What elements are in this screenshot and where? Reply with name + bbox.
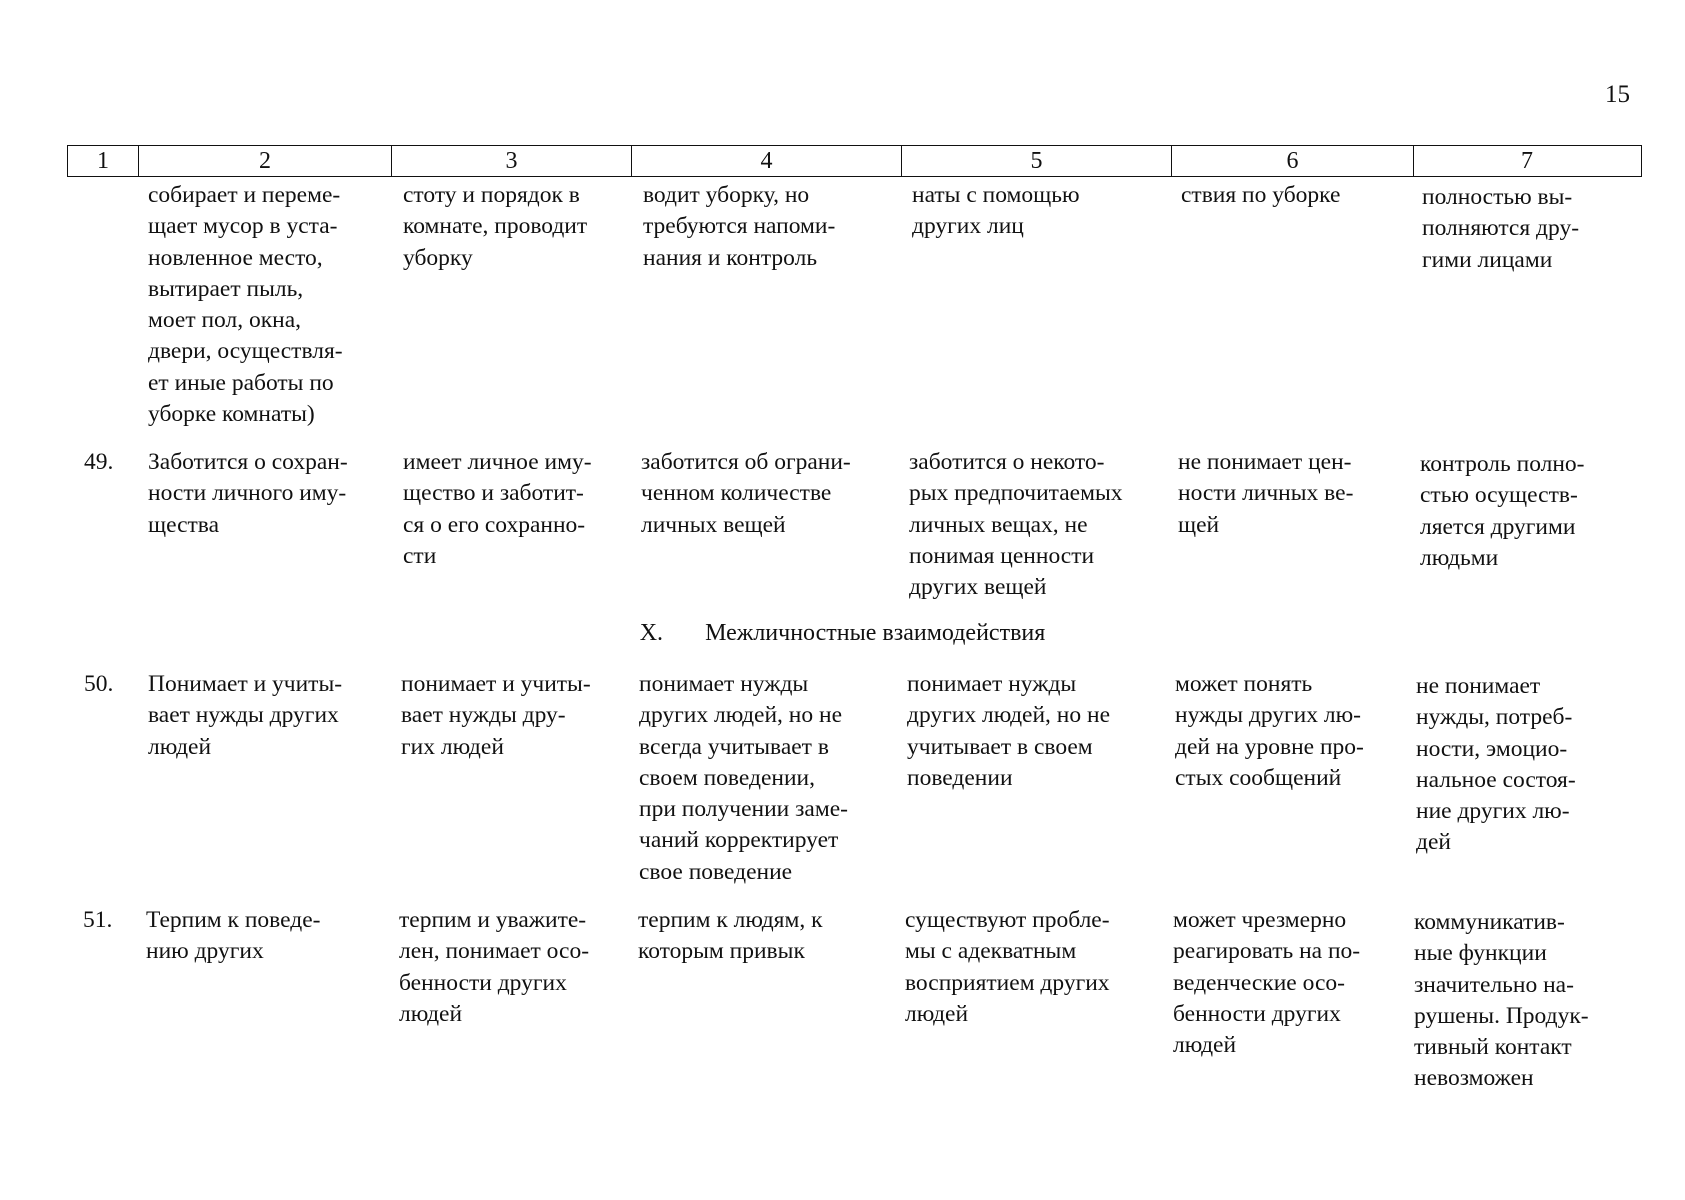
table-cell-col2: Заботится о сохран- ности личного иму- щества [148, 449, 348, 538]
table-cell-col2: Понимает и учиты- вает нужды других людей [148, 671, 343, 760]
header-cell-1: 1 [97, 148, 109, 174]
row-number: 51. [83, 907, 113, 933]
section-title: Межличностные взаимодействия [705, 620, 1046, 646]
header-cell-7: 7 [1413, 146, 1640, 176]
table-cell-col3: стоту и порядок в комнате, проводит уборку [403, 182, 588, 271]
table-cell-col6: не понимает цен- ности личных ве- щей [1178, 449, 1354, 538]
header-cell-6: 6 [1171, 146, 1413, 176]
table-cell-col4: заботится об ограни- ченном количестве личных вещей [641, 449, 851, 538]
page-number: 15 [1605, 81, 1630, 108]
table-cell-col5: существуют пробле- мы с адекватным восприятием других людей [905, 907, 1110, 1027]
section-number: X. [639, 620, 664, 646]
header-cell-3: 3 [391, 146, 631, 176]
table-cell-col5: заботится о некото- рых предпочитаемых личных вещах, не понимая ценности других вещей [909, 449, 1123, 601]
table-cell-col4: водит уборку, но требуются напоми- нания и контроль [643, 182, 836, 271]
table-cell-col2: Терпим к поведе- нию других [146, 907, 321, 965]
header-cell-2: 2 [138, 146, 391, 176]
table-cell-col6: может чрезмерно реагировать на по- веденческие осо- бенности других людей [1173, 907, 1361, 1059]
table-cell-col6: может понять нужды других лю- дей на уровне про- стых сообщений [1175, 671, 1364, 791]
table-cell-col2: собирает и переме- щает мусор в уста- новленное место, вытирает пыль, моет пол, окна, двери, осуществля- ет иные работы по уборке комнаты) [148, 182, 343, 428]
table-cell-col4: терпим к людям, к которым привык [638, 907, 823, 965]
table-cell-col4: понимает нужды других людей, но не всегда учитывает в своем поведении, при получении заме- чаний корректирует свое поведение [639, 671, 848, 885]
table-cell-col3: имеет личное иму- щество и заботит- ся о его сохранно- сти [403, 449, 592, 569]
header-cell-5: 5 [901, 146, 1171, 176]
table-cell-col7: контроль полно- стью осуществ- ляется другими людьми [1420, 451, 1585, 571]
table-cell-col5: наты с помощью других лиц [912, 182, 1080, 240]
table-cell-col5: понимает нужды других людей, но не учитывает в своем поведении [907, 671, 1110, 791]
table-cell-col7: коммуникатив- ные функции значительно на- рушены. Продук- тивный контакт невозможен [1414, 909, 1589, 1092]
row-number: 50. [84, 671, 114, 697]
section-heading [0, 618, 1685, 649]
row-number: 49. [84, 449, 114, 475]
table-cell-col3: понимает и учиты- вает нужды дру- гих людей [401, 671, 591, 760]
header-cell-4: 4 [631, 146, 901, 176]
table-cell-col7: полностью вы- полняются дру- гими лицами [1422, 184, 1580, 273]
table-cell-col7: не понимает нужды, потреб- ности, эмоцио- нальное состоя- ние других лю- дей [1416, 673, 1576, 856]
table-cell-col3: терпим и уважите- лен, понимает осо- бенности других людей [399, 907, 590, 1027]
table-header-row [67, 145, 1642, 177]
table-cell-col6: ствия по уборке [1181, 182, 1341, 208]
